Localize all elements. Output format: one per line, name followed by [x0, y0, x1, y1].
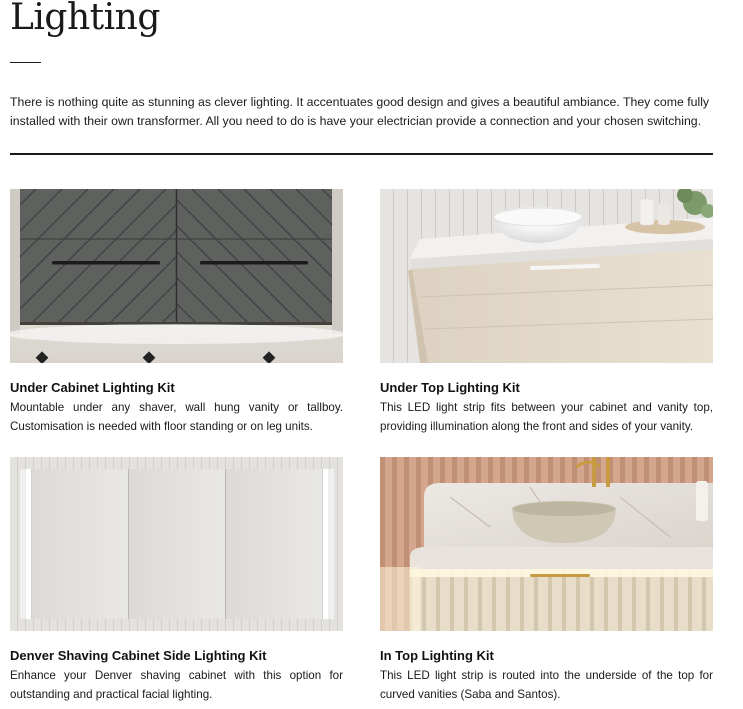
product-description: Mountable under any shaver, wall hung vanity or tallboy. Customisation is needed with floor standing or on leg units. — [10, 401, 343, 433]
product-description: This LED light strip is routed into the underside of the top for curved vanities (Saba and Santos). — [380, 669, 713, 701]
product-description: This LED light strip fits between your cabinet and vanity top, providing illumination along the front and sides of your vanity. — [380, 401, 713, 433]
product-name[interactable]: Denver Shaving Cabinet Side Lighting Kit — [10, 648, 267, 663]
title-underline — [10, 62, 41, 63]
product-image-in-top[interactable] — [380, 457, 713, 631]
intro-paragraph: There is nothing quite as stunning as clever lighting. It accentuates good design and gives a beautiful ambiance. They come fully installed with their own transformer. All you need to do is have your electrician provide a connection and your chosen switching. — [10, 95, 710, 128]
product-image-denver-cabinet[interactable] — [10, 457, 343, 631]
product-image-under-top[interactable] — [380, 189, 713, 363]
product-card-denver-cabinet[interactable] — [10, 457, 343, 704]
product-description: Enhance your Denver shaving cabinet with this option for outstanding and practical facial lighting. — [10, 669, 343, 701]
product-card-under-cabinet[interactable] — [10, 189, 343, 436]
product-name[interactable]: Under Cabinet Lighting Kit — [10, 380, 175, 395]
product-card-in-top[interactable] — [380, 457, 713, 704]
product-name[interactable]: In Top Lighting Kit — [380, 648, 494, 663]
product-card-under-top[interactable] — [380, 189, 713, 436]
product-image-under-cabinet[interactable] — [10, 189, 343, 363]
product-name[interactable]: Under Top Lighting Kit — [380, 380, 520, 395]
section-divider — [10, 153, 713, 155]
page-title: Lighting — [10, 0, 160, 38]
